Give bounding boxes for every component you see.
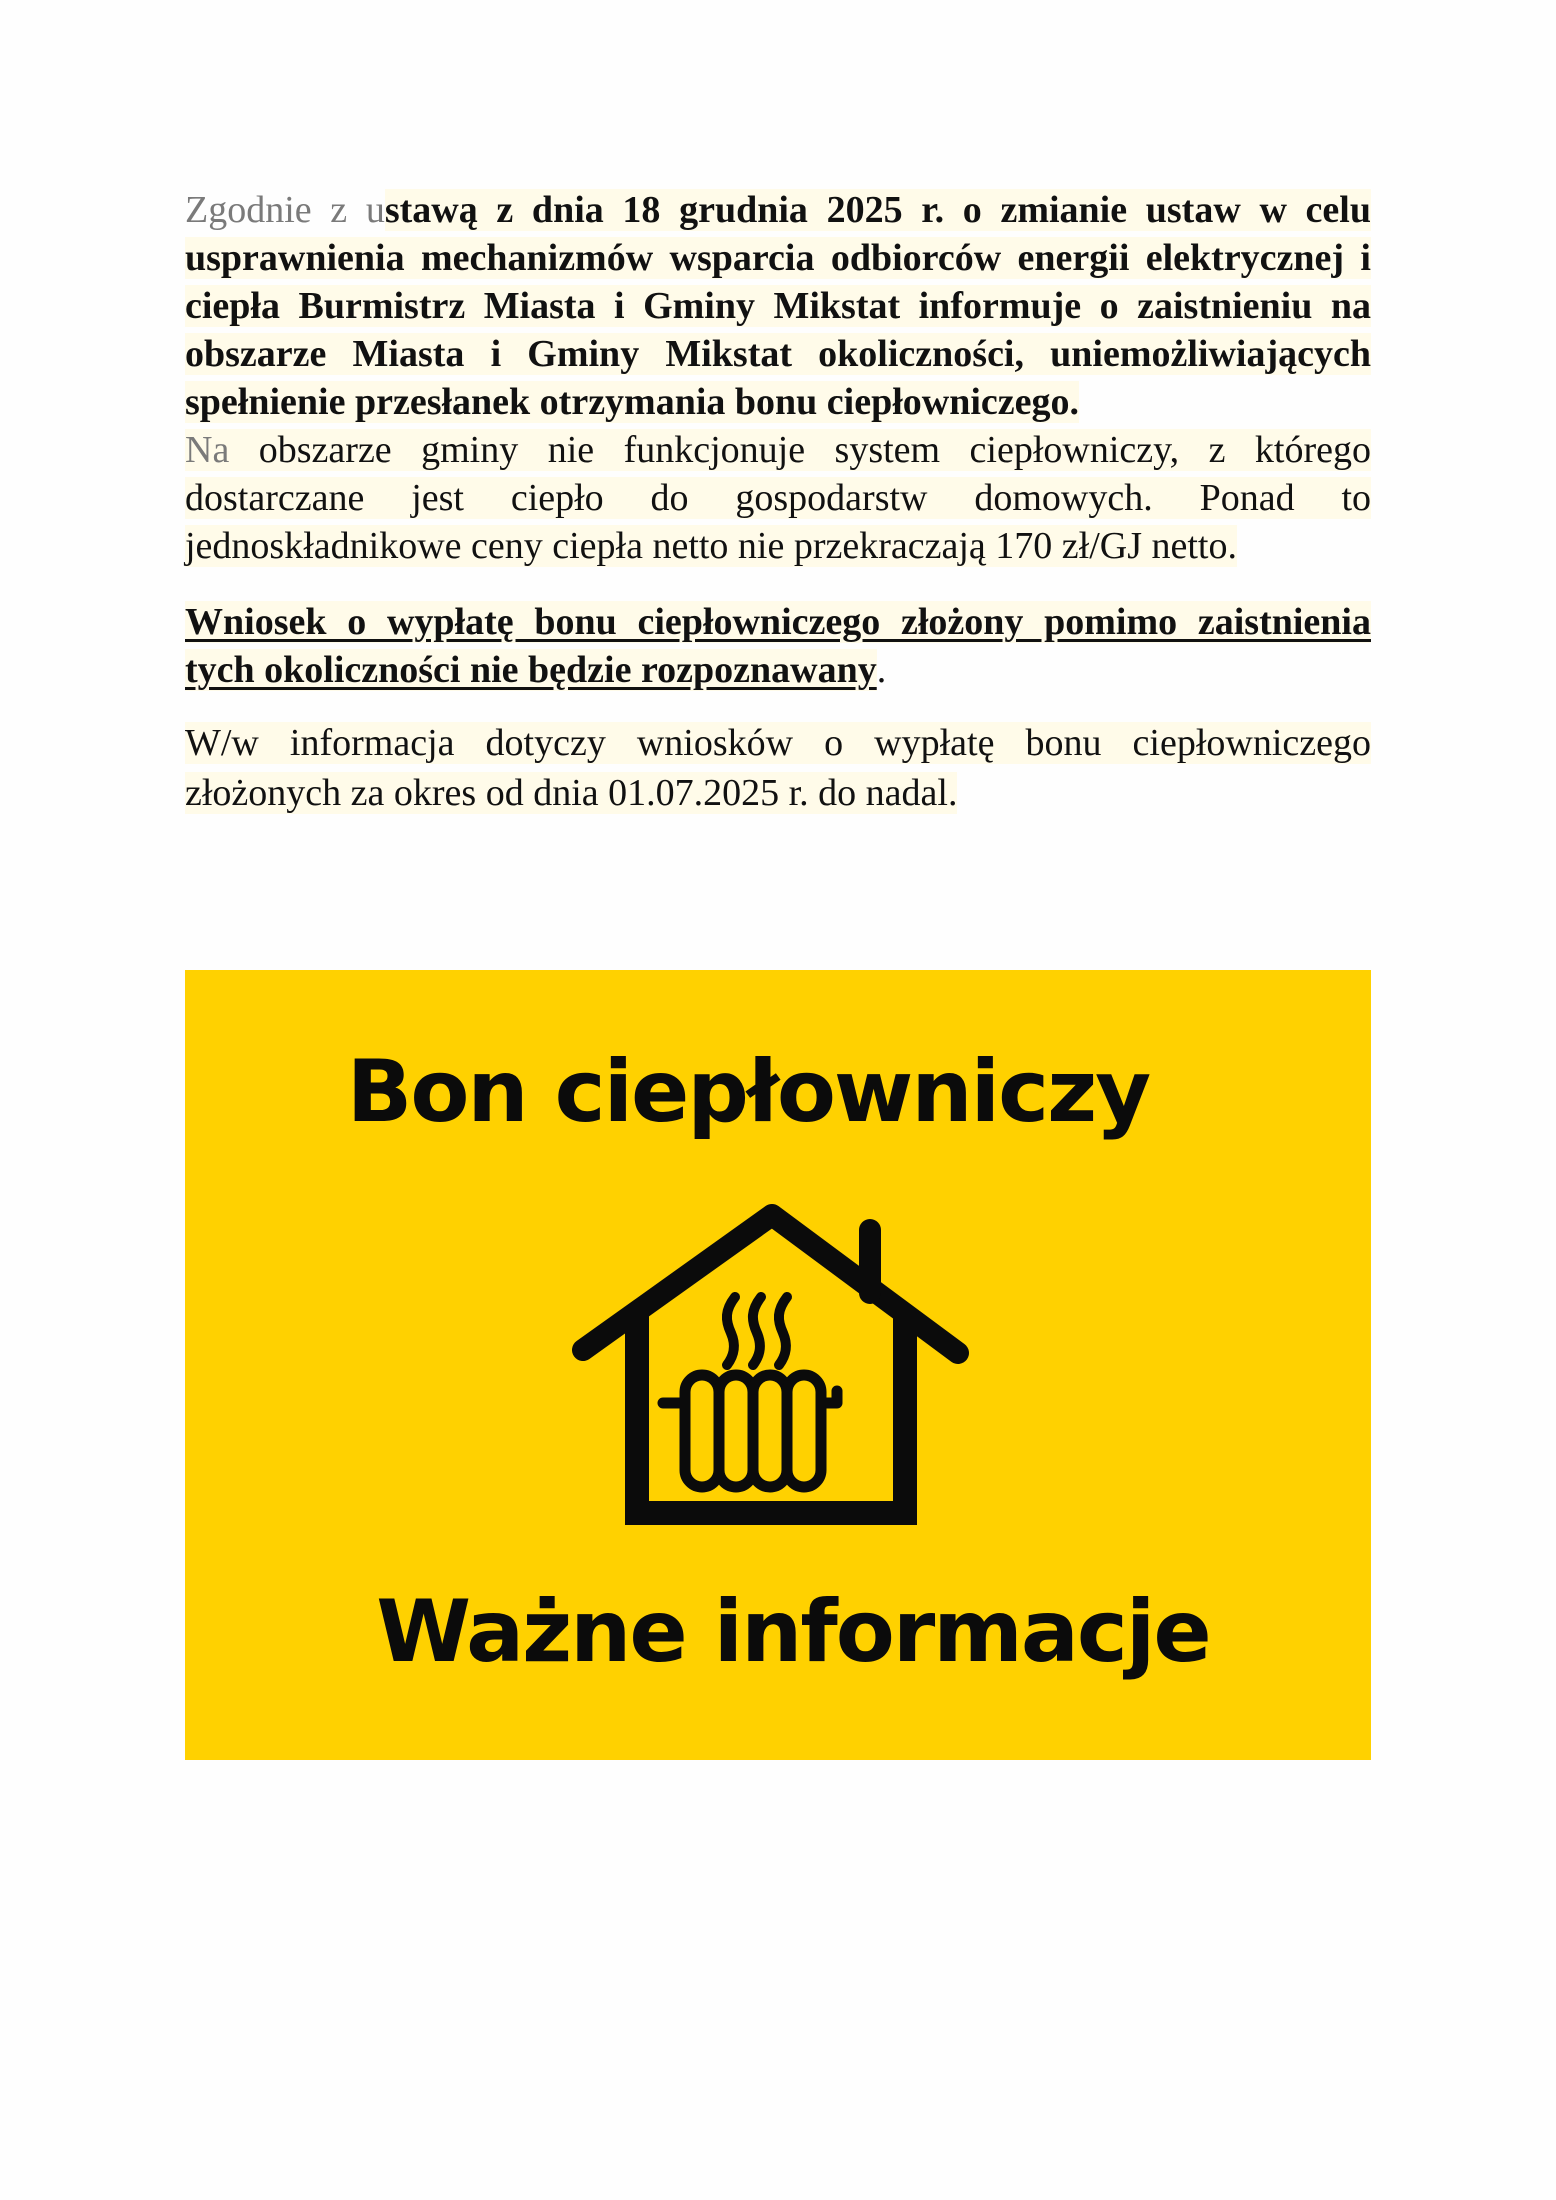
- steam-right: [779, 1297, 787, 1365]
- house-radiator-icon: [565, 1195, 985, 1535]
- steam-middle: [753, 1297, 761, 1365]
- paragraph-validity-period-body: W/w informacja dotyczy wniosków o wypłatę bonu ciepłowniczego złożonych za okres od dnia 01.07.2025 r. do nadal.: [185, 722, 1371, 814]
- announcement-text: [185, 186, 1371, 818]
- paragraph-application-notice: [185, 598, 1371, 694]
- paragraph-legal-basis: [185, 186, 1371, 426]
- paragraph-no-heating-system-prefix: Na: [185, 429, 230, 471]
- banner-title: Bon ciepłowniczy: [346, 1042, 1150, 1142]
- paragraph-application-notice-period: .: [876, 649, 887, 691]
- paragraph-validity-period: [185, 718, 1371, 818]
- paragraph-application-notice-underlined: Wniosek o wypłatę bonu ciepłowniczego złożony pomimo zaistnienia tych okoliczności nie będzie rozpoznawany: [185, 601, 1371, 691]
- paragraph-no-heating-system-body: obszarze gminy nie funkcjonuje system ciepłowniczy, z którego dostarczane jest ciepło do gospodarstw domowych. Ponad to jednoskładnikowe ceny ciepła netto nie przekraczają 170 zł/GJ netto.: [185, 429, 1371, 567]
- banner-subtitle: Ważne informacje: [376, 1582, 1210, 1682]
- paragraph-no-heating-system: [185, 426, 1371, 570]
- paragraph-legal-basis-body: stawą z dnia 18 grudnia 2025 r. o zmianie ustaw w celu usprawnienia mechanizmów wsparcia odbiorców energii elektrycznej i ciepła Burmistrz Miasta i Gminy Mikstat informuje o zaistnieniu na obszarze Miasta i Gminy Mikstat okoliczności, uniemożliwiających spełnienie przesłanek otrzymania bonu ciepłowniczego.: [185, 189, 1371, 423]
- paragraph-legal-basis-prefix: Zgodnie z u: [185, 189, 385, 231]
- steam-left: [727, 1297, 735, 1365]
- radiator-fin-4: [787, 1375, 821, 1487]
- info-banner: [185, 970, 1371, 1760]
